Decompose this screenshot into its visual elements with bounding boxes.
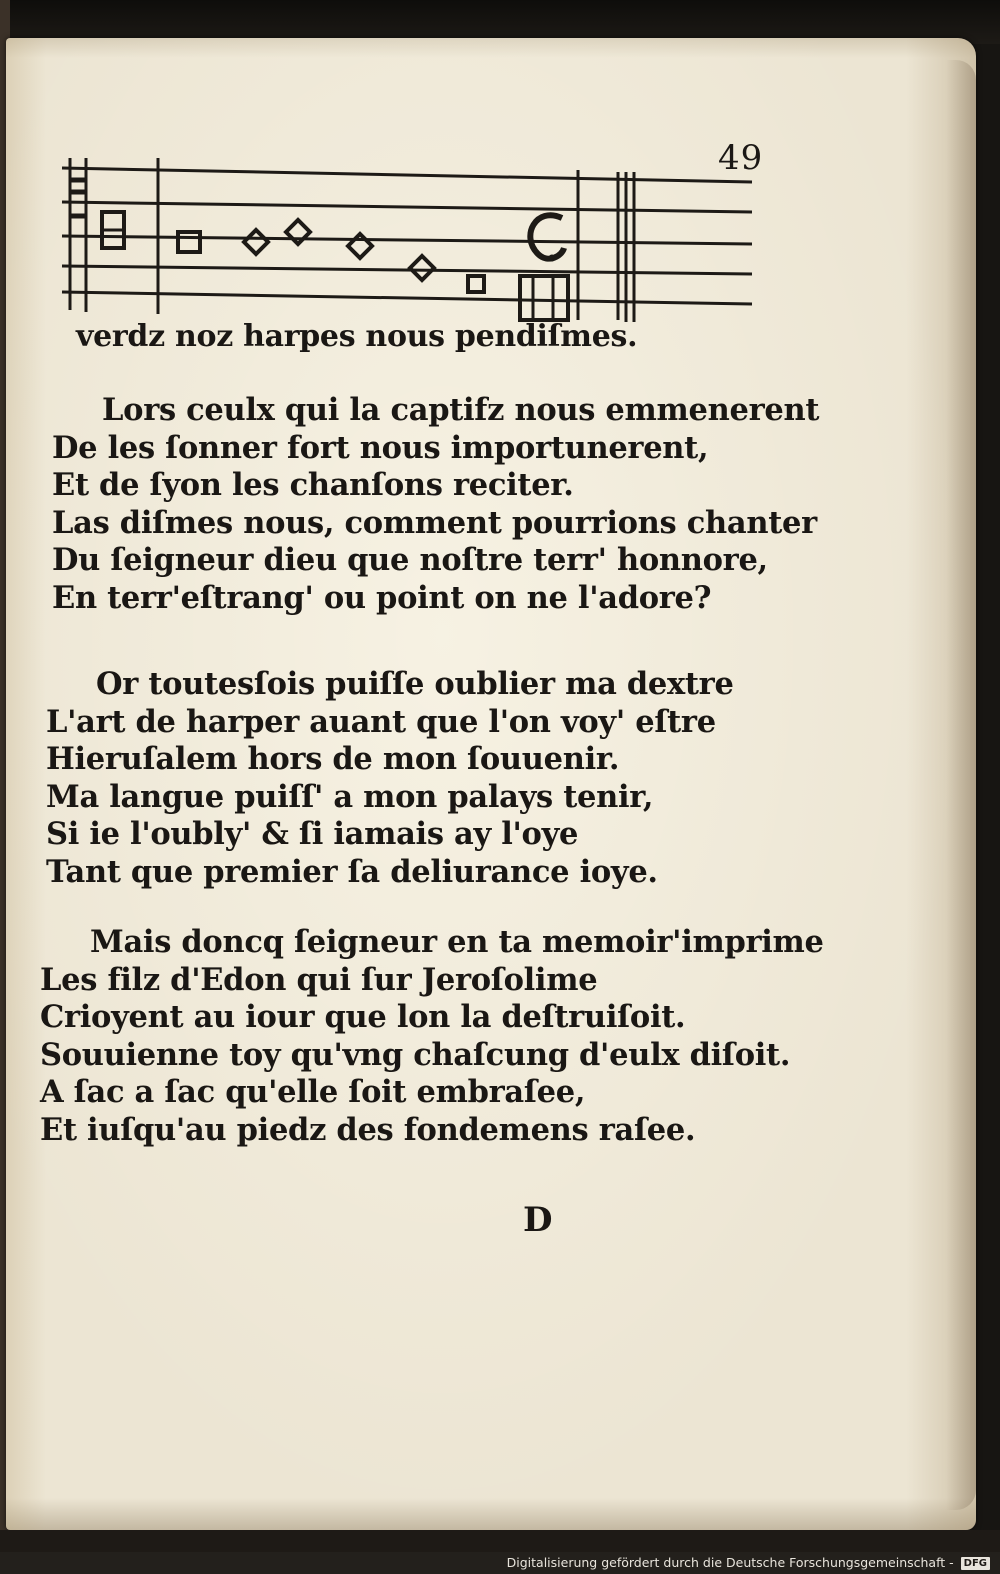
dfg-credit <box>0 1552 990 1574</box>
verse-line: Et iuſqu'au piedz des fondemens raſee. <box>40 1111 696 1148</box>
verse-line: De les ſonner fort nous importunerent, <box>52 429 709 466</box>
verse-line: A ſac a ſac qu'elle ſoit embraſee, <box>40 1074 586 1111</box>
verse-line: L'art de harper auant que l'on voy' eſtre <box>46 703 716 740</box>
page-number: 49 <box>718 138 764 178</box>
verse-line: Du ſeigneur dieu que noſtre terr' honnore, <box>52 542 768 579</box>
stanza-2 <box>46 666 734 892</box>
verse-line: Lors ceulx qui la captifz nous emmenerent <box>102 392 820 428</box>
catchword: D <box>523 1200 553 1240</box>
stanza-3 <box>40 924 824 1150</box>
verse-line: Ma langue puiſſ' a mon palays tenir, <box>46 778 654 815</box>
verse-line: Las diſmes nous, comment pourrions chanter <box>52 504 817 541</box>
verse-line: Or toutesſois puiſſe oublier ma dextre <box>96 666 734 702</box>
verse-line: Si ie l'oubly' & ſi iamais ay l'oye <box>46 816 579 853</box>
stanza-1 <box>52 392 819 618</box>
verse-line: Crioyent au iour que lon la deſtruiſoit. <box>40 999 686 1036</box>
page-edge-shadow <box>946 60 976 1510</box>
verse-line: Les filz d'Edon qui ſur Jeroſolime <box>40 961 598 998</box>
credit-text: Digitalisierung gefördert durch die Deutsche Forschungsgemeinschaft - <box>506 1555 954 1570</box>
verse-line: Tant que premier ſa deliurance ioye. <box>46 853 658 890</box>
verse-line: Souuienne toy qu'vng chaſcung d'eulx diſoit. <box>40 1036 791 1073</box>
dfg-logo: DFG <box>961 1557 990 1570</box>
verse-line: Mais doncq ſeigneur en ta memoir'imprime <box>90 924 824 960</box>
lyric-under-staff: verdz noz harpes nous pendiſmes. <box>76 319 638 354</box>
music-staff <box>58 150 758 330</box>
verse-line: Hieruſalem hors de mon ſouuenir. <box>46 741 620 778</box>
verse-line: Et de ſyon les chanſons reciter. <box>52 467 574 504</box>
verse-line: En terr'eſtrang' ou point on ne l'adore? <box>52 579 712 616</box>
